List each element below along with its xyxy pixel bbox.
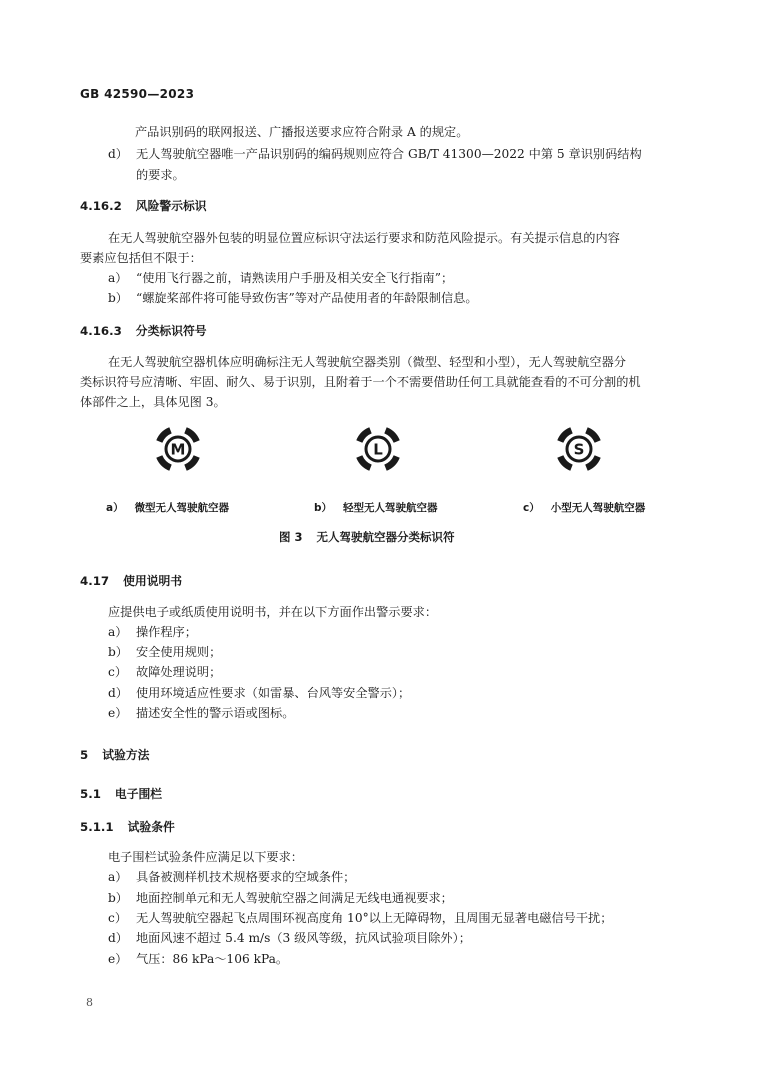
subfigure-label: b） [314,502,333,514]
list-item-text: 操作程序； [136,625,197,639]
section-title: 分类标识符号 [135,324,207,338]
section-number: 4.17 [80,574,110,588]
paragraph-line: 体部件之上，具体见图 3。 [80,395,226,409]
list-item [108,910,612,926]
section-title: 电子围栏 [114,787,163,801]
list-item-label: b） [108,291,128,305]
list-item-text: 地面控制单元和无人驾驶航空器之间满足无线电通视要求； [136,891,453,905]
section-heading-4-16-3 [80,322,207,339]
list-item-label: a） [108,625,128,639]
subfigure-label: c） [523,502,540,514]
list-item-label: d） [108,147,128,161]
paragraph-line: 在无人驾驶航空器机体应明确标注无人驾驶航空器类别（微型、轻型和小型），无人驾驶航空器分 [108,355,626,369]
figure-number: 图 3 [279,530,303,544]
list-item-text: “使用飞行器之前，请熟读用户手册及相关安全飞行指南”； [136,271,454,285]
figure-title: 无人驾驶航空器分类标识符 [316,530,455,544]
list-item-label: c） [108,665,128,679]
subfigure-text: 小型无人驾驶航空器 [550,502,646,514]
list-item-label: a） [108,271,128,285]
subfigure-caption-a [106,500,229,515]
list-item-label: b） [108,645,128,659]
list-item-text: 具备被测样机技术规格要求的空域条件； [136,870,356,884]
paragraph-line: 产品识别码的联网报送、广播报送要求应符合附录 A 的规定。 [135,125,469,139]
section-number: 5.1.1 [80,820,114,834]
subfigure-caption-c [523,500,645,515]
list-item [108,290,478,306]
list-item-text: 故障处理说明； [136,665,222,679]
list-item-text: 安全使用规则； [136,645,222,659]
symbol-letter: M [170,440,186,459]
list-item [108,890,453,906]
paragraph-line: 在无人驾驶航空器外包装的明显位置应标识守法运行要求和防范风险提示。有关提示信息的内容 [108,231,620,245]
class-symbol-s-icon [549,419,609,479]
list-item [108,951,288,967]
section-title: 试验方法 [102,748,150,762]
paragraph-line: 要素应包括但不限于： [80,251,202,265]
list-item-text: 使用环境适应性要求（如雷暴、台风等安全警示）； [136,686,411,700]
section-title: 使用说明书 [123,574,183,588]
list-item-label: e） [108,952,128,966]
page-number: 8 [86,996,93,1009]
section-title: 风险警示标识 [135,199,207,213]
list-item [108,624,197,640]
subfigure-text: 轻型无人驾驶航空器 [343,502,438,514]
section-heading-5 [80,746,149,763]
list-item [108,705,294,721]
list-item-label: b） [108,891,128,905]
list-item-d [108,146,642,162]
list-item-label: c） [108,911,128,925]
section-heading-5-1-1 [80,818,175,835]
section-number: 4.16.3 [80,324,122,338]
list-item [108,270,453,286]
figure-caption [279,529,455,545]
list-item-text: 描述安全性的警示语或图标。 [136,706,295,720]
paragraph-line: 类标识符号应清晰、牢固、耐久、易于识别，且附着于一个不需要借助任何工具就能查看的不可分割的机 [80,375,641,389]
list-item-text: “螺旋桨部件将可能导致伤害”等对产品使用者的年龄限制信息。 [136,291,478,305]
subfigure-caption-b [314,500,438,515]
symbol-letter: L [373,440,383,459]
subfigure-label: a） [106,502,124,514]
list-item [108,869,355,885]
section-number: 5 [80,748,89,762]
list-item [108,664,221,680]
symbol-letter: S [573,440,585,459]
standard-number-header: GB 42590—2023 [80,87,195,101]
list-item-label: d） [108,931,128,945]
list-item-label: a） [108,870,128,884]
subfigure-text: 微型无人驾驶航空器 [134,502,230,514]
section-number: 5.1 [80,787,101,801]
paragraph-line: 应提供电子或纸质使用说明书，并在以下方面作出警示要求： [108,605,438,619]
list-item-text: 气压：86 kPa～106 kPa。 [136,952,289,966]
section-heading-4-17 [80,572,182,589]
list-item-text: 地面风速不超过 5.4 m/s（3 级风等级，抗风试验项目除外）； [136,931,471,945]
list-item-continuation: 的要求。 [136,168,185,182]
class-symbol-l-icon [348,419,408,479]
paragraph-line: 电子围栏试验条件应满足以下要求： [108,850,303,864]
list-item [108,644,221,660]
list-item-label: d） [108,686,128,700]
class-symbol-m-icon [148,419,208,479]
list-item [108,930,471,946]
list-item [108,685,410,701]
list-item-text: 无人驾驶航空器起飞点周围环视高度角 10°以上无障碍物，且周围无显著电磁信号干扰； [136,911,613,925]
list-item-text: 无人驾驶航空器唯一产品识别码的编码规则应符合 GB/T 41300—2022 中第 5 章识别码结构 [136,147,642,161]
section-heading-5-1 [80,785,162,802]
section-title: 试验条件 [127,820,175,834]
list-item-label: e） [108,706,128,720]
section-heading-4-16-2 [80,197,207,214]
section-number: 4.16.2 [80,199,122,213]
